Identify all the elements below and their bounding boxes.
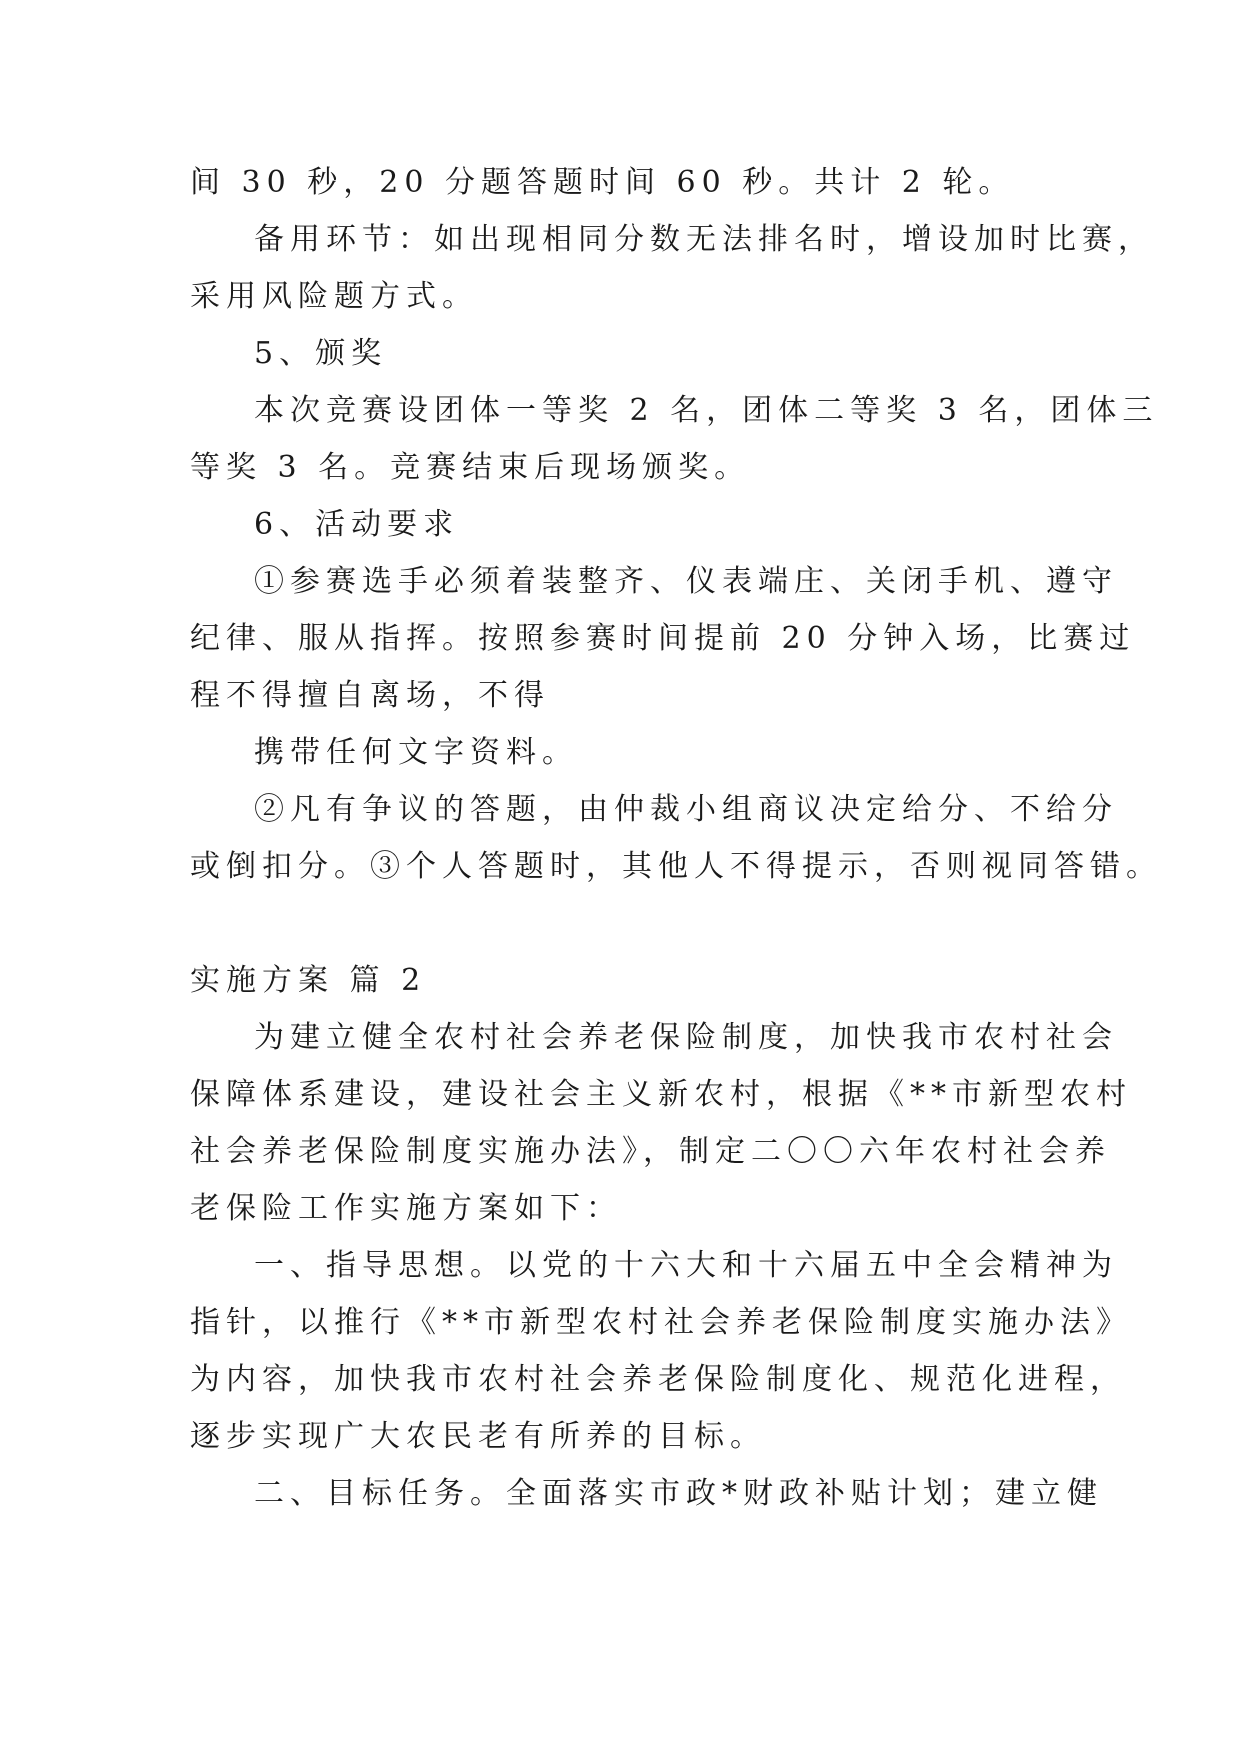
paragraph-target-tasks: 二、目标任务。全面落实市政*财政补贴计划；建立健	[254, 1476, 1103, 1511]
paragraph-intro: 为建立健全农村社会养老保险制度，加快我市农村社会	[254, 1020, 1118, 1055]
paragraph-guiding-thought: 一、指导思想。以党的十六大和十六届五中全会精神为	[254, 1248, 1118, 1283]
body-text-line: 老保险工作实施方案如下：	[190, 1191, 622, 1226]
section-heading-requirements: 6、活动要求	[254, 507, 460, 542]
body-text-line: 程不得擅自离场，不得	[190, 678, 550, 713]
body-text-line: 社会养老保险制度实施办法》，制定二〇〇六年农村社会养	[190, 1134, 1111, 1169]
body-text-line: 逐步实现广大农民老有所养的目标。	[190, 1419, 766, 1454]
body-text-line: 采用风险题方式。	[190, 279, 478, 314]
body-text-line: 等奖 3 名。竞赛结束后现场颁奖。	[190, 450, 751, 485]
body-text-line: 为内容，加快我市农村社会养老保险制度化、规范化进程，	[190, 1362, 1126, 1397]
body-text-line: 携带任何文字资料。	[254, 735, 578, 770]
paragraph-backup-round: 备用环节：如出现相同分数无法排名时，增设加时比赛，	[254, 222, 1154, 257]
body-text-line: 纪律、服从指挥。按照参赛时间提前 20 分钟入场，比赛过	[190, 621, 1136, 656]
paragraph-awards: 本次竞赛设团体一等奖 2 名，团体二等奖 3 名，团体三	[254, 393, 1159, 428]
paragraph-requirement-1: ①参赛选手必须着装整齐、仪表端庄、关闭手机、遵守	[254, 564, 1118, 599]
section-heading-awards: 5、颁奖	[254, 336, 388, 371]
body-text-line: 保障体系建设，建设社会主义新农村，根据《**市新型农村	[190, 1077, 1132, 1112]
body-text-line: 指针，以推行《**市新型农村社会养老保险制度实施办法》	[190, 1305, 1132, 1340]
body-text-line: 或倒扣分。③个人答题时，其他人不得提示，否则视同答错。	[190, 849, 1162, 884]
body-text-line: 间 30 秒，20 分题答题时间 60 秒。共计 2 轮。	[190, 165, 1015, 200]
document-heading: 实施方案 篇 2	[190, 963, 427, 998]
paragraph-requirement-2: ②凡有争议的答题，由仲裁小组商议决定给分、不给分	[254, 792, 1118, 827]
